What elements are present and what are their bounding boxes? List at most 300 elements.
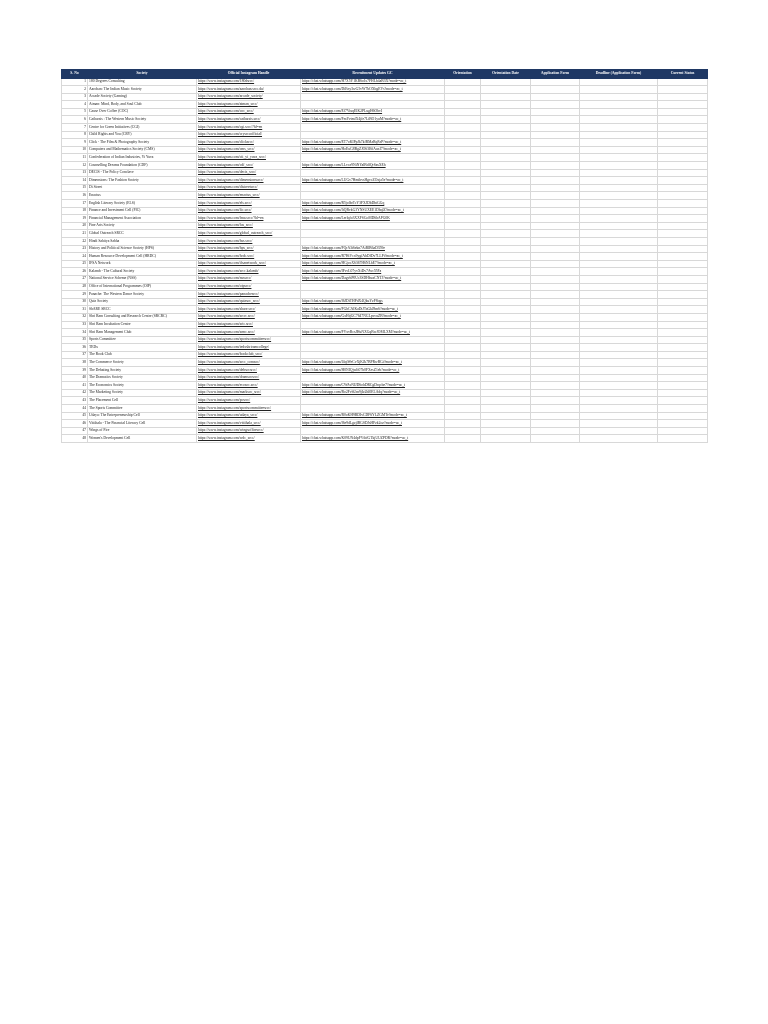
instagram-link[interactable]: https://www.instagram.com/global_outreach_srcc/ [197, 230, 301, 238]
recruitment-gc-link[interactable]: https://chat.whatsapp.com/GxHtjGC7647NGLpvcuZB?mode=ac_t [301, 313, 445, 321]
instagram-link[interactable]: https://www.instagram.com/wingsoffiresrcc/ [197, 427, 301, 435]
application-form-cell [531, 192, 580, 200]
orientation-cell [445, 306, 481, 314]
instagram-link[interactable]: https://www.instagram.com/dimensionssrcc/ [197, 177, 301, 185]
application-form-cell [531, 389, 580, 397]
current-status-cell [658, 336, 708, 344]
recruitment-gc-link [301, 374, 445, 382]
orientation-date-cell [481, 245, 531, 253]
instagram-link[interactable]: https://www.instagram.com/cms_srcc/ [197, 146, 301, 154]
orientation-date-cell [481, 283, 531, 291]
table-row [62, 131, 708, 139]
current-status-cell [658, 154, 708, 162]
application-form-cell [531, 146, 580, 154]
instagram-link[interactable]: https://www.instagram.com/catharsis.srcc/ [197, 116, 301, 124]
current-status-cell [658, 344, 708, 352]
table-row [62, 313, 708, 321]
deadline-cell [580, 192, 658, 200]
current-status-cell [658, 222, 708, 230]
society-name-cell: Wings of Fire [88, 427, 197, 435]
deadline-cell [580, 86, 658, 94]
orientation-cell [445, 268, 481, 276]
deadline-cell [580, 283, 658, 291]
table-row [62, 124, 708, 132]
serial-number-cell: 46 [62, 420, 88, 428]
orientation-cell [445, 131, 481, 139]
orientation-cell [445, 78, 481, 86]
table-row [62, 291, 708, 299]
society-name-cell: Arcade Society (Gaming) [88, 93, 197, 101]
instagram-link[interactable]: https://www.instagram.com/cdf_srcc/ [197, 162, 301, 170]
current-status-cell [658, 275, 708, 283]
serial-number-cell: 24 [62, 253, 88, 261]
recruitment-gc-link[interactable]: https://chat.whatsapp.com/B0oKH9RDIvCDF6YLZGMTe?mode=ac_t [301, 412, 445, 420]
orientation-date-cell [481, 215, 531, 223]
serial-number-cell: 11 [62, 154, 88, 162]
table-row [62, 283, 708, 291]
instagram-link[interactable]: https://www.instagram.com/hss.srcc/ [197, 237, 301, 245]
orientation-cell [445, 329, 481, 337]
orientation-date-cell [481, 260, 531, 268]
current-status-cell [658, 86, 708, 94]
instagram-link[interactable]: https://www.instagram.com/panachesrcc/ [197, 291, 301, 299]
recruitment-gc-link[interactable]: https://chat.whatsapp.com/HoEuG8BgZJO63I6fAuxI7?mode=ac_t [301, 146, 445, 154]
instagram-link[interactable]: https://www.instagram.com/sportscommitteesrcc/ [197, 336, 301, 344]
serial-number-cell: 12 [62, 162, 88, 170]
instagram-link[interactable]: https://www.instagram.com/enactus_srcc/ [197, 192, 301, 200]
orientation-date-cell [481, 101, 531, 109]
deadline-cell [580, 405, 658, 413]
instagram-link[interactable]: https://www.instagram.com/hps_srcc/ [197, 245, 301, 253]
orientation-cell [445, 344, 481, 352]
recruitment-gc-link[interactable]: https://chat.whatsapp.com/FVxvRcsJHuNXGqBwJOMLXM?mode=ac_t [301, 329, 445, 337]
deadline-cell [580, 253, 658, 261]
deadline-cell [580, 245, 658, 253]
serial-number-cell: 48 [62, 435, 88, 443]
deadline-cell [580, 139, 658, 147]
recruitment-gc-link[interactable]: https://chat.whatsapp.com/R5jolbrTcY3FXJDbDhtGGq [301, 200, 445, 208]
serial-number-cell: 9 [62, 139, 88, 147]
current-status-cell [658, 131, 708, 139]
table-row [62, 268, 708, 276]
deadline-cell [580, 268, 658, 276]
serial-number-cell: 6 [62, 116, 88, 124]
instagram-link[interactable]: https://www.instagram.com/cgi.srcc/?hl=en [197, 124, 301, 132]
orientation-date-cell [481, 412, 531, 420]
recruitment-gc-link[interactable]: https://chat.whatsapp.com/H7X5Y1KB6oJx7FHLb4aB3X?mode=ac_t [301, 78, 445, 86]
orientation-cell [445, 116, 481, 124]
orientation-date-cell [481, 207, 531, 215]
table-row [62, 367, 708, 375]
instagram-link[interactable]: https://www.instagram.com/fas_srcc/ [197, 222, 301, 230]
current-status-cell [658, 382, 708, 390]
recruitment-gc-link[interactable]: https://chat.whatsapp.com/B7HtVcx9ygfAbDfDv7LLPt?mode=ac_t [301, 253, 445, 261]
instagram-link[interactable]: https://www.instagram.com/crysrccofficial/ [197, 131, 301, 139]
orientation-cell [445, 154, 481, 162]
orientation-cell [445, 101, 481, 109]
society-name-cell: Di Street [88, 184, 197, 192]
recruitment-gc-link[interactable]: https://chat.whatsapp.com/ET7oKIPpJk7kfRMaRqFaP?mode=ac_t [301, 139, 445, 147]
instagram-link[interactable]: https://www.instagram.com/nsssrcc/ [197, 275, 301, 283]
orientation-cell [445, 412, 481, 420]
serial-number-cell: 25 [62, 260, 88, 268]
instagram-link[interactable]: https://www.instagram.com/arcade_society/ [197, 93, 301, 101]
current-status-cell [658, 169, 708, 177]
instagram-link[interactable]: https://www.instagram.com/decis_srcc/ [197, 169, 301, 177]
instagram-link[interactable]: https://www.instagram.com/els.srcc/ [197, 200, 301, 208]
application-form-cell [531, 177, 580, 185]
table-row [62, 86, 708, 94]
society-name-cell: Human Resource Development Cell (HRDC) [88, 253, 197, 261]
recruitment-gc-link[interactable]: https://chat.whatsapp.com/LUGv7HmtbvsHgvcZOxja5e?mode=ac_t [301, 177, 445, 185]
society-name-cell: DECIS - The Policy Conclave [88, 169, 197, 177]
application-form-cell [531, 291, 580, 299]
table-header [62, 70, 708, 79]
instagram-link[interactable]: https://www.instagram.com/cii_yi_yuva_srcc/ [197, 154, 301, 162]
deadline-cell [580, 389, 658, 397]
society-name-cell: The Debating Society [88, 367, 197, 375]
serial-number-cell: 19 [62, 215, 88, 223]
table-row [62, 116, 708, 124]
instagram-link[interactable]: https://www.instagram.com/marksoc_srcc/ [197, 389, 301, 397]
society-name-cell: Computers and Mathematics Society (CMS) [88, 146, 197, 154]
society-name-cell: Cause Over Coffee (COC) [88, 108, 197, 116]
current-status-cell [658, 359, 708, 367]
table-row [62, 275, 708, 283]
recruitment-gc-link[interactable]: https://chat.whatsapp.com/FmYvtmfX4jfe7LiBO1yuM?mode=ac_t [301, 116, 445, 124]
recruitment-gc-link[interactable]: https://chat.whatsapp.com/FQrA3t6ekn7AtRlB6aD359e [301, 245, 445, 253]
recruitment-gc-link[interactable]: https://chat.whatsapp.com/I6JDtTHPdX4QkuYzF8ogs [301, 298, 445, 306]
application-form-cell [531, 184, 580, 192]
instagram-link[interactable]: https://www.instagram.com/pcsrcc/ [197, 397, 301, 405]
society-name-cell: History and Political Science Society (HPS) [88, 245, 197, 253]
current-status-cell [658, 116, 708, 124]
current-status-cell [658, 237, 708, 245]
orientation-cell [445, 336, 481, 344]
recruitment-gc-link [301, 397, 445, 405]
application-form-cell [531, 405, 580, 413]
recruitment-gc-link[interactable]: https://chat.whatsapp.com/Ef7ViuqEIK2PLugH6ObvI [301, 108, 445, 116]
orientation-date-cell [481, 435, 531, 443]
current-status-cell [658, 427, 708, 435]
orientation-date-cell [481, 184, 531, 192]
orientation-date-cell [481, 93, 531, 101]
society-name-cell: The Sports Committee [88, 405, 197, 413]
society-name-cell: Counselling Dreams Foundation (CDF) [88, 162, 197, 170]
recruitment-gc-link[interactable]: https://chat.whatsapp.com/FGhCAIKaDtJTaGkJ8m6?mode=ac_t [301, 306, 445, 314]
orientation-date-cell [481, 420, 531, 428]
current-status-cell [658, 397, 708, 405]
application-form-cell [531, 230, 580, 238]
current-status-cell [658, 78, 708, 86]
instagram-link[interactable]: https://www.instagram.com/srcc_comsoc/ [197, 359, 301, 367]
orientation-cell [445, 359, 481, 367]
table-row [62, 177, 708, 185]
application-form-cell [531, 222, 580, 230]
table-row [62, 389, 708, 397]
society-name-cell: Catharsis : The Western Music Society [88, 116, 197, 124]
current-status-cell [658, 321, 708, 329]
orientation-cell [445, 405, 481, 413]
orientation-date-cell [481, 253, 531, 261]
recruitment-gc-link [301, 222, 445, 230]
application-form-cell [531, 382, 580, 390]
table-row [62, 101, 708, 109]
serial-number-cell: 16 [62, 192, 88, 200]
instagram-link[interactable]: https://www.instagram.com/vittihala_srcc/ [197, 420, 301, 428]
orientation-cell [445, 124, 481, 132]
instagram-link[interactable]: https://www.instagram.com/dramsocsrcc/ [197, 374, 301, 382]
instagram-link[interactable]: https://www.instagram.com/ifsanetwork_srcc/ [197, 260, 301, 268]
deadline-cell [580, 367, 658, 375]
instagram-link[interactable]: https://www.instagram.com/tedxshriramcollege/ [197, 344, 301, 352]
orientation-cell [445, 367, 481, 375]
table-row [62, 359, 708, 367]
recruitment-gc-link[interactable]: https://chat.whatsapp.com/IFvcL07yvXtDv7Avc55Fa [301, 268, 445, 276]
deadline-cell [580, 351, 658, 359]
orientation-date-cell [481, 329, 531, 337]
application-form-cell [531, 329, 580, 337]
instagram-link[interactable]: https://www.instagram.com/aarohan.srcc.du/ [197, 86, 301, 94]
society-name-cell: The Dramatics Society [88, 374, 197, 382]
serial-number-cell: 43 [62, 397, 88, 405]
instagram-link[interactable]: https://www.instagram.com/quizsoc_srcc/ [197, 298, 301, 306]
instagram-link[interactable]: https://www.instagram.com/srcrc.srcc/ [197, 313, 301, 321]
table-row [62, 215, 708, 223]
current-status-cell [658, 139, 708, 147]
table-row [62, 329, 708, 337]
serial-number-cell: 21 [62, 230, 88, 238]
deadline-cell [580, 78, 658, 86]
table-row [62, 108, 708, 116]
deadline-cell [580, 177, 658, 185]
table-row [62, 146, 708, 154]
society-name-cell: Quiz Society [88, 298, 197, 306]
serial-number-cell: 7 [62, 124, 88, 132]
serial-number-cell: 45 [62, 412, 88, 420]
orientation-date-cell [481, 154, 531, 162]
orientation-date-cell [481, 291, 531, 299]
recruitment-gc-link[interactable]: https://chat.whatsapp.com/I6e9dLgzjlBGSDJsHFzk2oz?mode=ac_t [301, 420, 445, 428]
orientation-cell [445, 222, 481, 230]
application-form-cell [531, 344, 580, 352]
orientation-date-cell [481, 162, 531, 170]
table-row [62, 321, 708, 329]
serial-number-cell: 20 [62, 222, 88, 230]
recruitment-gc-link[interactable]: https://chat.whatsapp.com/HGjocX6367H6NLbE7?mode=ac_t [301, 260, 445, 268]
table-row [62, 78, 708, 86]
serial-number-cell: 40 [62, 374, 88, 382]
society-name-cell: ShARE SRCC [88, 306, 197, 314]
orientation-cell [445, 427, 481, 435]
orientation-cell [445, 162, 481, 170]
recruitment-gc-link[interactable]: https://chat.whatsapp.com/ItQBvkG3YNSUXEE1DbqlZ?mode=ac_t [301, 207, 445, 215]
orientation-cell [445, 215, 481, 223]
recruitment-gc-link [301, 351, 445, 359]
society-name-cell: Office of International Programmes (OIP) [88, 283, 197, 291]
recruitment-gc-link [301, 131, 445, 139]
current-status-cell [658, 351, 708, 359]
orientation-date-cell [481, 427, 531, 435]
deadline-cell [580, 382, 658, 390]
instagram-link[interactable]: https://www.instagram.com/srcc.kalamb/ [197, 268, 301, 276]
table-row [62, 420, 708, 428]
deadline-cell [580, 344, 658, 352]
instagram-link[interactable]: https://www.instagram.com/coc_srcc/ [197, 108, 301, 116]
society-name-cell: Finance and Investment Cell (FIC) [88, 207, 197, 215]
current-status-cell [658, 420, 708, 428]
current-status-cell [658, 253, 708, 261]
society-name-cell: Global Outreach SRCC [88, 230, 197, 238]
table-row [62, 162, 708, 170]
orientation-cell [445, 200, 481, 208]
instagram-link[interactable]: https://www.instagram.com/ecosoc.srcc/ [197, 382, 301, 390]
instagram-link[interactable]: https://www.instagram.com/hrdc.srcc/ [197, 253, 301, 261]
deadline-cell [580, 427, 658, 435]
society-name-cell: Click - The Film & Photography Society [88, 139, 197, 147]
current-status-cell [658, 367, 708, 375]
orientation-date-cell [481, 313, 531, 321]
application-form-cell [531, 207, 580, 215]
table-row [62, 374, 708, 382]
application-form-cell [531, 154, 580, 162]
application-form-cell [531, 298, 580, 306]
orientation-cell [445, 291, 481, 299]
orientation-date-cell [481, 146, 531, 154]
instagram-link[interactable]: https://www.instagram.com/debsocsrcc/ [197, 367, 301, 375]
serial-number-cell: 3 [62, 93, 88, 101]
society-name-cell: The Commerce Society [88, 359, 197, 367]
recruitment-gc-link[interactable]: https://chat.whatsapp.com/H0NIQjwIt07b0FXesZ1eb?mode=ac_t [301, 367, 445, 375]
deadline-cell [580, 435, 658, 443]
recruitment-gc-link [301, 336, 445, 344]
society-name-cell: Shri Ram Management Club [88, 329, 197, 337]
orientation-cell [445, 321, 481, 329]
instagram-link[interactable]: https://www.instagram.com/sric.srcc/ [197, 321, 301, 329]
orientation-cell [445, 435, 481, 443]
deadline-cell [580, 230, 658, 238]
current-status-cell [658, 435, 708, 443]
header-recruitment-gc: Recruitment Updates GC [301, 70, 445, 79]
table-row [62, 382, 708, 390]
application-form-cell [531, 268, 580, 276]
instagram-link[interactable]: https://www.instagram.com/180dsrcc/ [197, 78, 301, 86]
orientation-date-cell [481, 382, 531, 390]
current-status-cell [658, 146, 708, 154]
recruitment-gc-link[interactable]: https://chat.whatsapp.com/I4qiWeCvXjKJk7BPRwBGi?mode=ac_t [301, 359, 445, 367]
society-name-cell: Confederation of Indian Industries, Yi Yuva [88, 154, 197, 162]
deadline-cell [580, 200, 658, 208]
table-row [62, 336, 708, 344]
table-row [62, 93, 708, 101]
orientation-date-cell [481, 306, 531, 314]
header-orientation-date: Orientation Date [481, 70, 531, 79]
orientation-date-cell [481, 222, 531, 230]
current-status-cell [658, 207, 708, 215]
instagram-link[interactable]: https://www.instagram.com/distreetsrcc/ [197, 184, 301, 192]
serial-number-cell: 31 [62, 306, 88, 314]
society-name-cell: Enactus [88, 192, 197, 200]
recruitment-gc-link[interactable]: https://chat.whatsapp.com/CWAvNIJD6ohDRCgDrqcbe7?mode=ac_t [301, 382, 445, 390]
recruitment-gc-link[interactable]: https://chat.whatsapp.com/Bo2FvhUm9jIz2hl0ELAdq?mode=ac_t [301, 389, 445, 397]
application-form-cell [531, 427, 580, 435]
recruitment-gc-link[interactable]: https://chat.whatsapp.com/DiEny3wG5vW7bOXbgEVs?mode=ac_t [301, 86, 445, 94]
application-form-cell [531, 420, 580, 428]
serial-number-cell: 10 [62, 146, 88, 154]
recruitment-gc-link[interactable]: https://chat.whatsapp.com/Lerlqfo3XXFSGoMD6hAPG0K [301, 215, 445, 223]
table-row [62, 405, 708, 413]
current-status-cell [658, 313, 708, 321]
current-status-cell [658, 230, 708, 238]
orientation-date-cell [481, 124, 531, 132]
instagram-link[interactable]: https://www.instagram.com/clicksrcc/ [197, 139, 301, 147]
current-status-cell [658, 260, 708, 268]
orientation-date-cell [481, 230, 531, 238]
header-row [62, 70, 708, 79]
orientation-cell [445, 207, 481, 215]
society-name-cell: The Economics Society [88, 382, 197, 390]
recruitment-gc-link[interactable]: https://chat.whatsapp.com/LLvcz9NiNYalBdfQrSasXEh [301, 162, 445, 170]
orientation-date-cell [481, 86, 531, 94]
header-sno: S. No [62, 70, 88, 79]
recruitment-gc-link [301, 169, 445, 177]
current-status-cell [658, 283, 708, 291]
orientation-cell [445, 245, 481, 253]
application-form-cell [531, 336, 580, 344]
instagram-link[interactable]: https://www.instagram.com/oipsrcc/ [197, 283, 301, 291]
instagram-link[interactable]: https://www.instagram.com/atman_srcc/ [197, 101, 301, 109]
table-row [62, 260, 708, 268]
society-name-cell: Dimensions: The Fashion Society [88, 177, 197, 185]
orientation-cell [445, 230, 481, 238]
table-row [62, 412, 708, 420]
orientation-cell [445, 146, 481, 154]
recruitment-gc-link [301, 101, 445, 109]
instagram-link[interactable]: https://www.instagram.com/udaya_srcc/ [197, 412, 301, 420]
instagram-link[interactable]: https://www.instagram.com/sportscommitteesrcc/ [197, 405, 301, 413]
serial-number-cell: 41 [62, 382, 88, 390]
orientation-date-cell [481, 359, 531, 367]
table-row [62, 200, 708, 208]
orientation-date-cell [481, 177, 531, 185]
instagram-link[interactable]: https://www.instagram.com/fic.srcc/ [197, 207, 301, 215]
table-row [62, 253, 708, 261]
orientation-cell [445, 275, 481, 283]
instagram-link[interactable]: https://www.instagram.com/fma.srcc/?hl=en [197, 215, 301, 223]
table-row [62, 222, 708, 230]
society-name-cell: English Literary Society (ELS) [88, 200, 197, 208]
deadline-cell [580, 184, 658, 192]
recruitment-gc-link[interactable]: https://chat.whatsapp.com/DagvhP0Uc3SDHbuxCNTJ?mode=ac_t [301, 275, 445, 283]
current-status-cell [658, 93, 708, 101]
orientation-cell [445, 298, 481, 306]
society-name-cell: Sports Committee [88, 336, 197, 344]
orientation-cell [445, 169, 481, 177]
application-form-cell [531, 397, 580, 405]
instagram-link[interactable]: https://www.instagram.com/srmc.srcc/ [197, 329, 301, 337]
instagram-link[interactable]: https://www.instagram.com/share.srcc/ [197, 306, 301, 314]
orientation-cell [445, 253, 481, 261]
recruitment-gc-link[interactable]: https://chat.whatsapp.com/K09UN4dpFVtbfGTkjUUZPDR?mode=ac_t [301, 435, 445, 443]
serial-number-cell: 2 [62, 86, 88, 94]
table-row [62, 344, 708, 352]
instagram-link[interactable]: https://www.instagram.com/wdc_srcc/ [197, 435, 301, 443]
orientation-date-cell [481, 192, 531, 200]
current-status-cell [658, 184, 708, 192]
instagram-link[interactable]: https://www.instagram.com/bookclub_srcc/ [197, 351, 301, 359]
current-status-cell [658, 291, 708, 299]
orientation-cell [445, 283, 481, 291]
